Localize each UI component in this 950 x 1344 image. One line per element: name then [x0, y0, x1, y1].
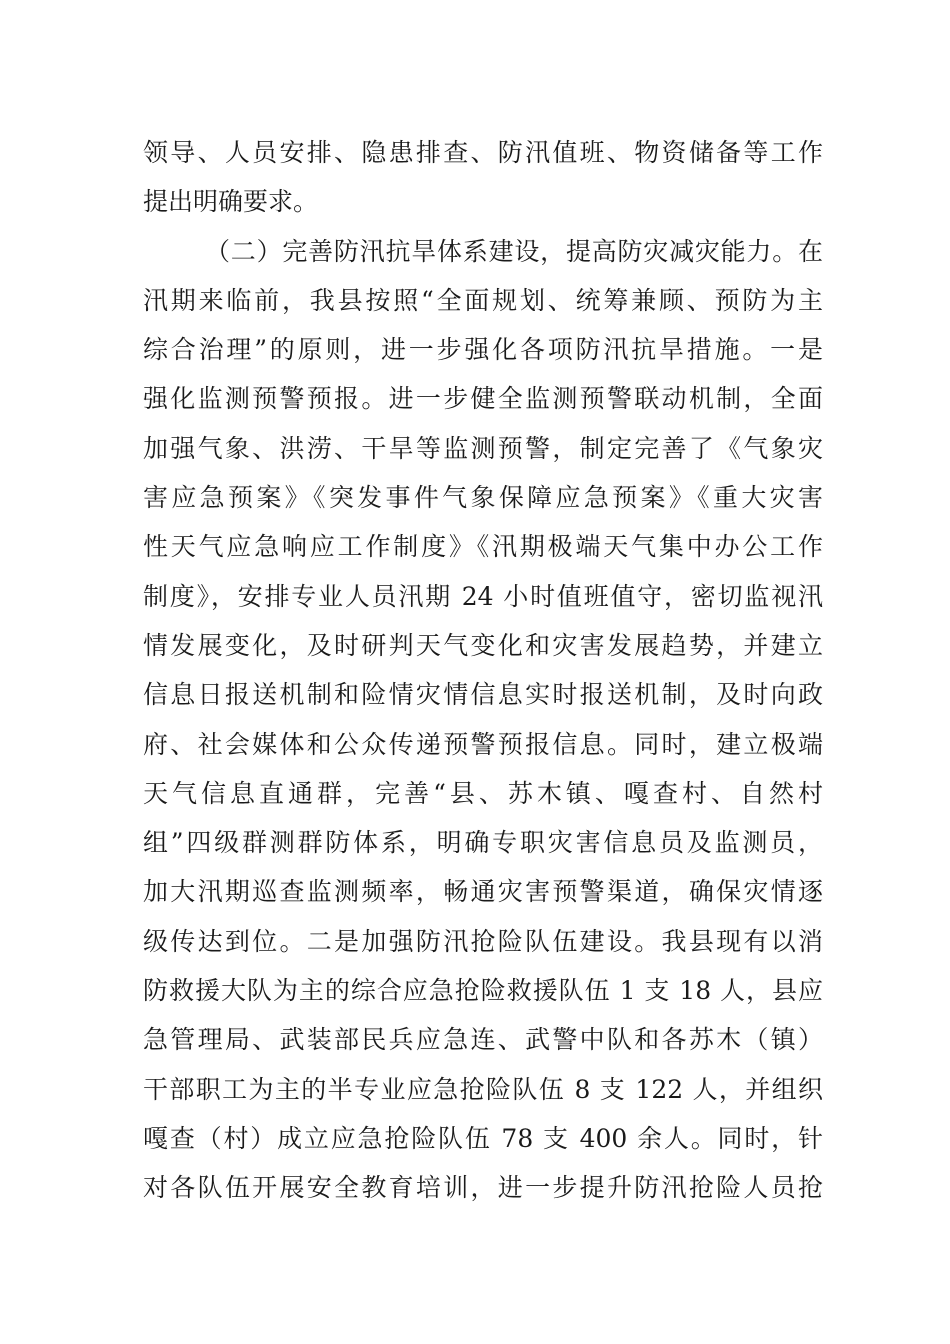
text-line: 干部职工为主的半专业应急抢险队伍 8 支 122 人，并组织	[143, 1074, 823, 1104]
text-line: 领导、人员安排、隐患排查、防汛值班、物资储备等工作	[143, 138, 823, 167]
text-line: 加大汛期巡查监测频率，畅通灾害预警渠道，确保灾情逐	[143, 877, 823, 907]
section-heading-line: （二）完善防汛抗旱体系建设，提高防灾减灾能力。在	[205, 236, 823, 266]
text-line: 提出明确要求。	[143, 187, 319, 217]
text-line: 防救援大队为主的综合应急抢险救援队伍 1 支 18 人，县应	[143, 976, 823, 1006]
text-line: 嘎查（村）成立应急抢险队伍 78 支 400 余人。同时，针	[143, 1123, 823, 1153]
text-line: 加强气象、洪涝、干旱等监测预警，制定完善了《气象灾	[143, 433, 823, 463]
text-line: 急管理局、武装部民兵应急连、武警中队和各苏木（镇）	[143, 1025, 823, 1055]
text-line: 天气信息直通群，完善“县、苏木镇、嘎查村、自然村	[143, 778, 823, 808]
text-line: 情发展变化，及时研判天气变化和灾害发展趋势，并建立	[143, 630, 823, 660]
text-line: 害应急预案》《突发事件气象保障应急预案》《重大灾害	[143, 483, 823, 513]
body-text	[143, 128, 823, 1213]
text-line: 级传达到位。二是加强防汛抢险队伍建设。我县现有以消	[143, 926, 823, 956]
text-line: 信息日报送机制和险情灾情信息实时报送机制，及时向政	[143, 680, 823, 710]
text-line: 对各队伍开展安全教育培训，进一步提升防汛抢险人员抢	[143, 1173, 823, 1203]
text-line: 府、社会媒体和公众传递预警预报信息。同时，建立极端	[143, 729, 823, 759]
text-line: 制度》，安排专业人员汛期 24 小时值班值守，密切监视汛	[143, 581, 823, 611]
text-line: 性天气应急响应工作制度》《汛期极端天气集中办公工作	[143, 532, 823, 562]
text-line: 汛期来临前，我县按照“全面规划、统筹兼顾、预防为主	[143, 285, 823, 315]
text-line: 组”四级群测群防体系，明确专职灾害信息员及监测员，	[143, 828, 823, 858]
text-line: 综合治理”的原则，进一步强化各项防汛抗旱措施。一是	[143, 335, 823, 365]
text-line: 强化监测预警预报。进一步健全监测预警联动机制，全面	[143, 384, 823, 414]
